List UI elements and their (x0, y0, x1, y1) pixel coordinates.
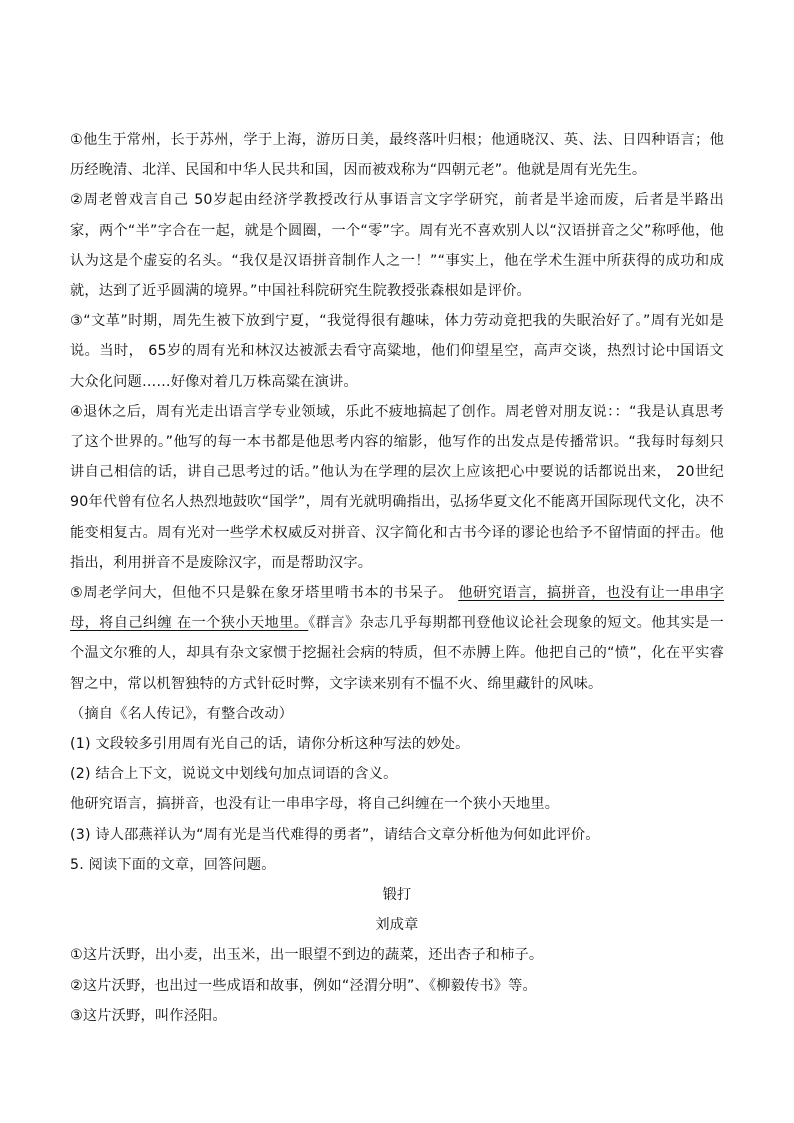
next-paragraph-1: ①这片沃野，出小麦，出玉米，出一眼望不到边的蔬菜，还出杏子和柿子。 (70, 947, 544, 964)
next-paragraph-2: ②这片沃野，也出过一些成语和故事，例如“泾渭分明”、《柳毅传书》等。 (70, 977, 537, 994)
article-paragraph-1: ①他生于常州，长于苏州，学于上海，游历日美，最终落叶归根；他通晓汉、英、法、日四种语言；他历经晚清、北洋、民国和中华人民共和国，因而被戏称为“四朝元老”。他就是周有光先生。 (70, 132, 724, 179)
article-title: 锻打 (382, 887, 412, 904)
article-paragraph-4: ④退休之后，周有光走出语言学专业领域，乐此不疲地搞起了创作。周老曾对朋友说：：“我是认真思考了这个世界的。”他写的每一本书都是他思考内容的缩影，他写作的出发点是传播常识。“我每时每刻只讲自己相信的话，讲自己思考过的话。”他认为在学理的层次上应该把心中要说的话都说出来， 20世纪 90年代曾有位名人热烈地鼓吹“国学”，周有光就明确指出，弘扬华夏文化不能离开国际现代文化，决不能变相复古。周有光对一些学术权威反对拼音、汉字简化和古书今译的谬论也给予不留情面的抨击。他指出，利用拼音不是废除汉字，而是帮助汉字。 (70, 403, 724, 571)
question-1: (1) 文段较多引用周有光自己的话，请你分析这种写法的妙处。 (70, 736, 470, 753)
article-paragraph-3: ③“文革”时期，周先生被下放到宁夏，“我觉得很有趣味，体力劳动竟把我的失眠治好了。”周有光如是说。当时， 65岁的周有光和林汉达被派去看守高粱地，他们仰望星空，高声交谈，热烈讨论中国语文大众化问题……好像对着几万株高粱在演讲。 (70, 313, 724, 390)
document-page (70, 125, 724, 1031)
question-3: (3) 诗人邵燕祥认为“周有光是当代难得的勇者”，请结合文章分析他为何如此评价。 (70, 826, 600, 843)
paragraph-5-start: ⑤周老学问大，但他不只是躲在象牙塔里啃书本的书呆子。 (70, 585, 454, 602)
paragraph-5-end: 《群言》杂志几乎每期都刊登他议论社会现象的短文。他其实是一个温文尔雅的人，却具有杂文家惯于挖掘社会病的特质，但不赤膊上阵。他把自己的“愤”，化在平实睿智之中，常以机智独特的方式针砭时弊，文字读来别有不愠不火、绵里藏针的风味。 (70, 615, 724, 692)
underlined-sentence: 他研究语言，搞拼音，也没有让一串串字母，将自己纠缠 在一个狭小天地里。 (70, 585, 724, 632)
source-note: （摘自《名人传记》，有整合改动） (70, 705, 294, 722)
article-paragraph-2: ②周老曾戏言自己 50岁起由经济学教授改行从事语言文字学研究，前者是半途而废，后者是半路出家，两个“半”字合在一起，就是个圆圈，一个“零”字。周有光不喜欢别人以“汉语拼音之父”称呼他，他认为这是个虚妄的名头。“我仅是汉语拼音制作人之一！”“事实上，他在学术生涯中所获得的成功和成就，达到了近乎圆满的境界。”中国社科院研究生院教授张森根如是评价。 (70, 192, 724, 300)
article-author: 刘成章 (375, 917, 419, 934)
question-2-quote: 他研究语言，搞拼音，也没有让一串串字母，将自己纠缠在一个狭小天地里。 (70, 796, 560, 813)
article-paragraph-5 (70, 578, 724, 699)
section-instruction: 5. 阅读下面的文章，回答问题。 (70, 856, 276, 873)
next-paragraph-3: ③这片沃野，叫作泾阳。 (70, 1007, 227, 1024)
question-2: (2) 结合上下文，说说文中划线句加点词语的含义。 (70, 766, 398, 783)
